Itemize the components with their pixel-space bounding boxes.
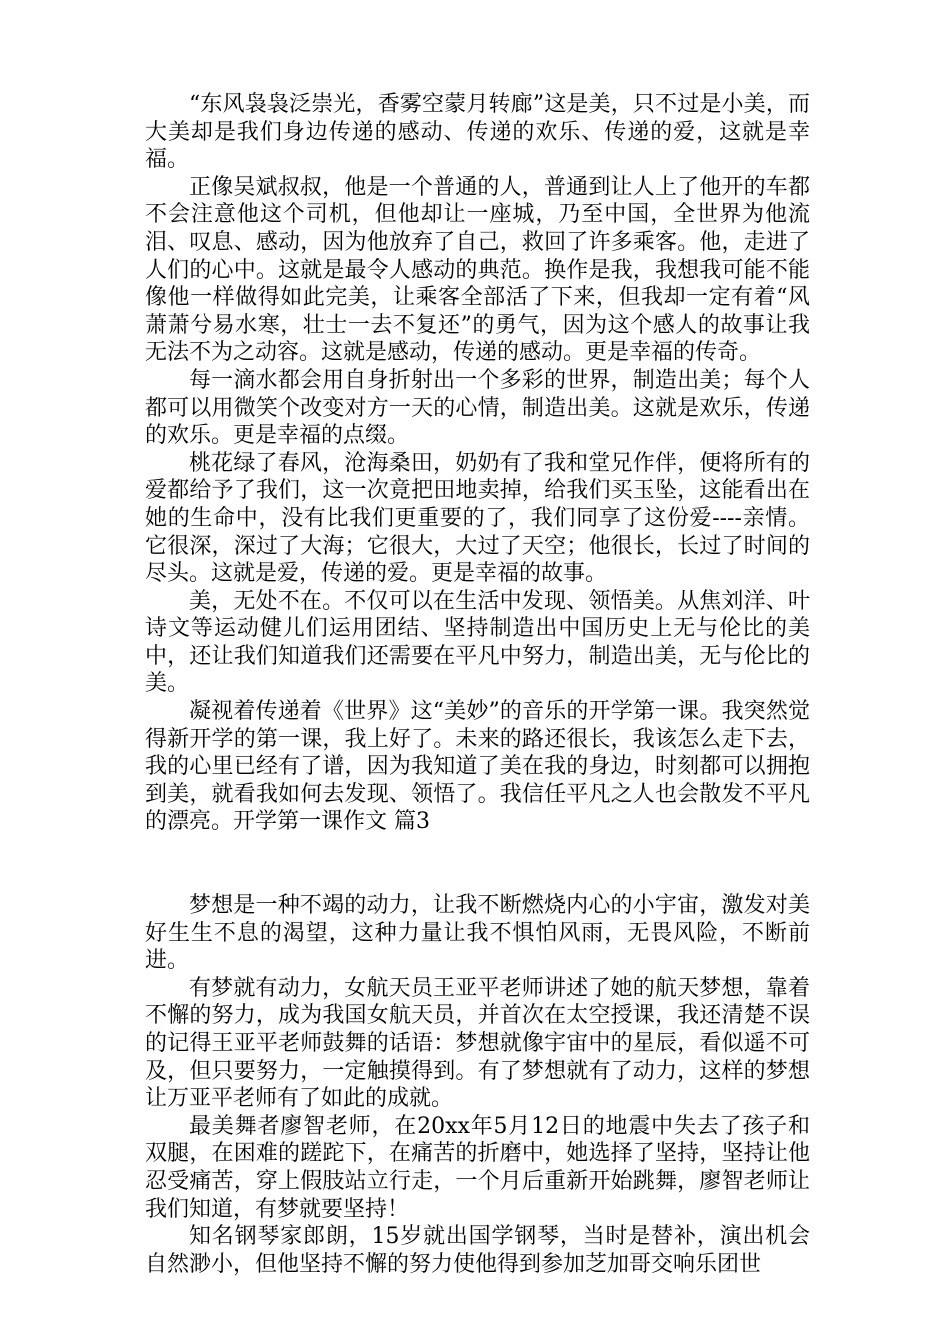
paragraph: 知名钢琴家郎朗，15岁就出国学钢琴，当时是替补，演出机会自然渺小，但他坚持不懈的努力使他得到参加芝加哥交响乐团世 — [145, 1224, 810, 1277]
paragraph: 凝视着传递着《世界》这“美妙”的音乐的开学第一课。我突然觉得新开学的第一课，我上好了。未来的路还很长，我该怎么走下去，我的心里已经有了谱，因为我知道了美在我的身边，时刻都可以拥抱到美，就看我如何去发现、领悟了。我信任平凡之人也会散发不平凡的漂亮。开学第一课作文 篇3 — [145, 699, 810, 835]
paragraph: 美，无处不在。不仅可以在生活中发现、领悟美。从焦刘洋、叶诗文等运动健儿们运用团结、坚持制造出中国历史上无与伦比的美中，还让我们知道我们还需要在平凡中努力，制造出美，无与伦比的美。 — [145, 588, 810, 697]
paragraph: 正像吴斌叔叔，他是一个普通的人，普通到让人上了他开的车都不会注意他这个司机，但他却让一座城，乃至中国，全世界为他流泪、叹息、感动，因为他放弃了自己，救回了许多乘客。他，走进了人们的心中。这就是最令人感动的典范。换作是我，我想我可能不能像他一样做得如此完美，让乘客全部活了下来，但我却一定有着“风萧萧兮易水寒，壮士一去不复还”的勇气，因为这个感人的故事让我无法不为之动容。这就是感动，传递的感动。更是幸福的传奇。 — [145, 174, 810, 366]
paragraph: “东风袅袅泛崇光，香雾空蒙月转廊”这是美，只不过是小美，而大美却是我们身边传递的感动、传递的欢乐、传递的爱，这就是幸福。 — [145, 92, 810, 173]
paragraph: 最美舞者廖智老师，在20xx年5月12日的地震中失去了孩子和双腿，在困难的蹉跎下，在痛苦的折磨中，她选择了坚持，坚持让他忍受痛苦，穿上假肢站立行走，一个月后重新开始跳舞，廖智老师让我们知道，有梦就要坚持！ — [145, 1113, 810, 1222]
paragraph: 有梦就有动力，女航天员王亚平老师讲述了她的航天梦想，靠着不懈的努力，成为我国女航天员，并首次在太空授课，我还清楚不误的记得王亚平老师鼓舞的话语：梦想就像宇宙中的星辰，看似遥不可及，但只要努力，一定触摸得到。有了梦想就有了动力，这样的梦想让万亚平老师有了如此的成就。 — [145, 975, 810, 1112]
paragraph: 梦想是一种不竭的动力，让我不断燃烧内心的小宇宙，激发对美好生生不息的渴望，这种力量让我不惧怕风雨，无畏风险，不断前进。 — [145, 893, 810, 974]
document-page — [145, 91, 810, 1278]
paragraph: 每一滴水都会用自身折射出一个多彩的世界，制造出美；每个人都可以用微笑个改变对方一天的心情，制造出美。这就是欢乐，传递的欢乐。更是幸福的点缀。 — [145, 367, 810, 449]
section-spacer — [145, 836, 810, 892]
paragraph: 桃花绿了春风，沧海桑田，奶奶有了我和堂兄作伴，便将所有的爱都给予了我们，这一次竟把田地卖掉，给我们买玉坠，这能看出在她的生命中，没有比我们更重要的了，我们同享了这份爱----亲情。它很深，深过了大海；它很大，大过了天空；他很长，长过了时间的尽头。这就是爱，传递的爱。更是幸福的故事。 — [145, 450, 810, 587]
